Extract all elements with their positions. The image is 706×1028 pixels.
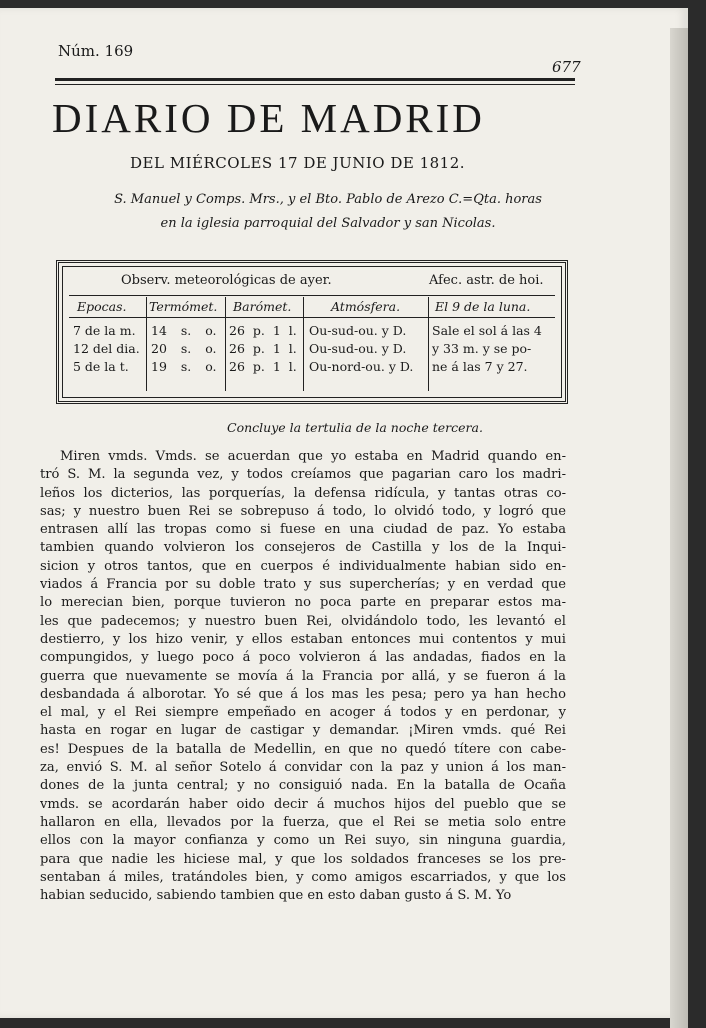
weather-heading: Observ. meteorológicas de ayer. xyxy=(121,273,332,288)
column-divider xyxy=(428,297,429,391)
cell-atmosfera: Ou-sud-ou. y D. xyxy=(309,341,407,356)
cell-astro: y 33 m. y se po- xyxy=(432,341,532,356)
header-rule-thin xyxy=(55,84,575,85)
cell-termometro: 20 s. o. xyxy=(151,341,217,356)
saints-line-2: en la iglesia parroquial del Salvador y san Nicolas. xyxy=(160,216,496,231)
dateline: DEL MIÉRCOLES 17 DE JUNIO DE 1812. xyxy=(130,154,466,172)
article-line: hallaron en ella, llevados por la fuerza, que el Rei se metia solo entre xyxy=(40,814,566,830)
article-line: dones de la junta central; y no consiguió nada. En la batalla de Ocaña xyxy=(40,778,566,794)
page-edge xyxy=(670,28,688,1028)
issue-number: Núm. 169 xyxy=(58,42,134,60)
cell-barometro: 26 p. 1 l. xyxy=(229,323,297,338)
weather-table-frame xyxy=(62,266,562,398)
article-line: el mal, y el Rei siempre empeñado en acoger á todos y en perdonar, y xyxy=(40,705,566,721)
article-line: ellos con la mayor confianza y como un Rei suyo, sin ninguna guardia, xyxy=(40,833,566,849)
article-line: compungidos, y luego poco á poco volvieron á las andadas, fiados en la xyxy=(40,650,566,666)
cell-astro: Sale el sol á las 4 xyxy=(432,323,542,338)
weather-table xyxy=(56,260,568,404)
cell-barometro: 26 p. 1 l. xyxy=(229,341,297,356)
article-line: vmds. se acordarán haber oido decir á muchos hijos del pueblo que se xyxy=(40,796,566,812)
article-line: lo merecian bien, porque tuvieron no poca parte en preparar estos ma- xyxy=(40,595,566,611)
column-divider xyxy=(146,297,147,391)
article-line: za, envió S. M. al señor Sotelo á convidar con la paz y union á los man- xyxy=(40,760,566,776)
article-line: hasta en rogar en lugar de castigar y demandar. ¡Miren vmds. qué Rei xyxy=(40,723,566,739)
article-line: guerra que nuevamente se movía á la Francia por allá, y se fueron á la xyxy=(40,668,566,684)
cell-termometro: 14 s. o. xyxy=(151,323,217,338)
article-subtitle: Concluye la tertulia de la noche tercera. xyxy=(227,420,483,435)
astro-heading: Afec. astr. de hoi. xyxy=(429,273,544,288)
col-head-termometro: Termómet. xyxy=(149,299,218,314)
article-line: habian seducido, sabiendo tambien que en esto daban gusto á S. M. Yo xyxy=(40,888,512,904)
column-divider xyxy=(225,297,226,391)
cell-atmosfera: Ou-sud-ou. y D. xyxy=(309,323,407,338)
saints-of-day xyxy=(78,188,578,236)
article-line: para que nadie les hiciese mal, y que los soldados franceses se los pre- xyxy=(40,851,566,867)
col-head-luna: El 9 de la luna. xyxy=(435,299,531,314)
article-line: sentaban á miles, tratándoles bien, y como amigos escarriados, y que los xyxy=(40,869,566,885)
col-head-epocas: Epocas. xyxy=(77,299,127,314)
cell-epoca: 5 de la t. xyxy=(73,359,129,374)
article-line: viados á Francia por su doble trato y sus supercherías; y en verdad que xyxy=(40,577,566,593)
article-line: les que padecemos; y nuestro buen Rei, olvidándolo todo, les levantó el xyxy=(40,613,566,629)
header-rule-thick xyxy=(55,78,575,81)
article-line: leños los dicterios, las porquerías, la defensa ridícula, y tantas otras co- xyxy=(40,485,566,501)
cell-epoca: 7 de la m. xyxy=(73,323,136,338)
article-line: tambien quando volvieron los consejeros de Castilla y los de la Inqui- xyxy=(40,540,566,556)
article-line: desbandada á alborotar. Yo sé que á los mas les pesa; pero ya han hecho xyxy=(40,686,566,702)
article-line: entrasen allí las tropas como si fuese en una ciudad de paz. Yo estaba xyxy=(40,522,566,538)
cell-astro: ne á las 7 y 27. xyxy=(432,359,528,374)
col-head-barometro: Barómet. xyxy=(233,299,292,314)
article-body xyxy=(40,448,566,905)
article-line: tró S. M. la segunda vez, y todos creíamos que pagarian caro los madri- xyxy=(40,467,566,483)
newspaper-page xyxy=(0,8,688,1018)
article-line: Miren vmds. Vmds. se acuerdan que yo estaba en Madrid quando en- xyxy=(60,449,566,464)
cell-termometro: 19 s. o. xyxy=(151,359,217,374)
cell-barometro: 26 p. 1 l. xyxy=(229,359,297,374)
article-line: es! Despues de la batalla de Medellin, en que no quedó títere con cabe- xyxy=(40,741,566,757)
table-rule xyxy=(69,295,555,296)
page-number: 677 xyxy=(552,58,581,76)
masthead-title: DIARIO DE MADRID xyxy=(52,95,485,141)
cell-atmosfera: Ou-nord-ou. y D. xyxy=(309,359,414,374)
column-divider xyxy=(303,297,304,391)
saints-line-1: S. Manuel y Comps. Mrs., y el Bto. Pablo de Arezo C.=Qta. horas xyxy=(114,192,542,207)
article-line: destierro, y los hizo venir, y ellos estaban entonces mui contentos y mui xyxy=(40,631,566,647)
cell-epoca: 12 del dia. xyxy=(73,341,140,356)
col-head-atmosfera: Atmósfera. xyxy=(331,299,401,314)
article-line: sas; y nuestro buen Rei se sobrepuso á todo, lo olvidó todo, y logró que xyxy=(40,503,566,519)
article-line: sicion y otros tantos, que en cuerpos é individualmente habian sido en- xyxy=(40,558,566,574)
table-rule xyxy=(69,317,555,318)
